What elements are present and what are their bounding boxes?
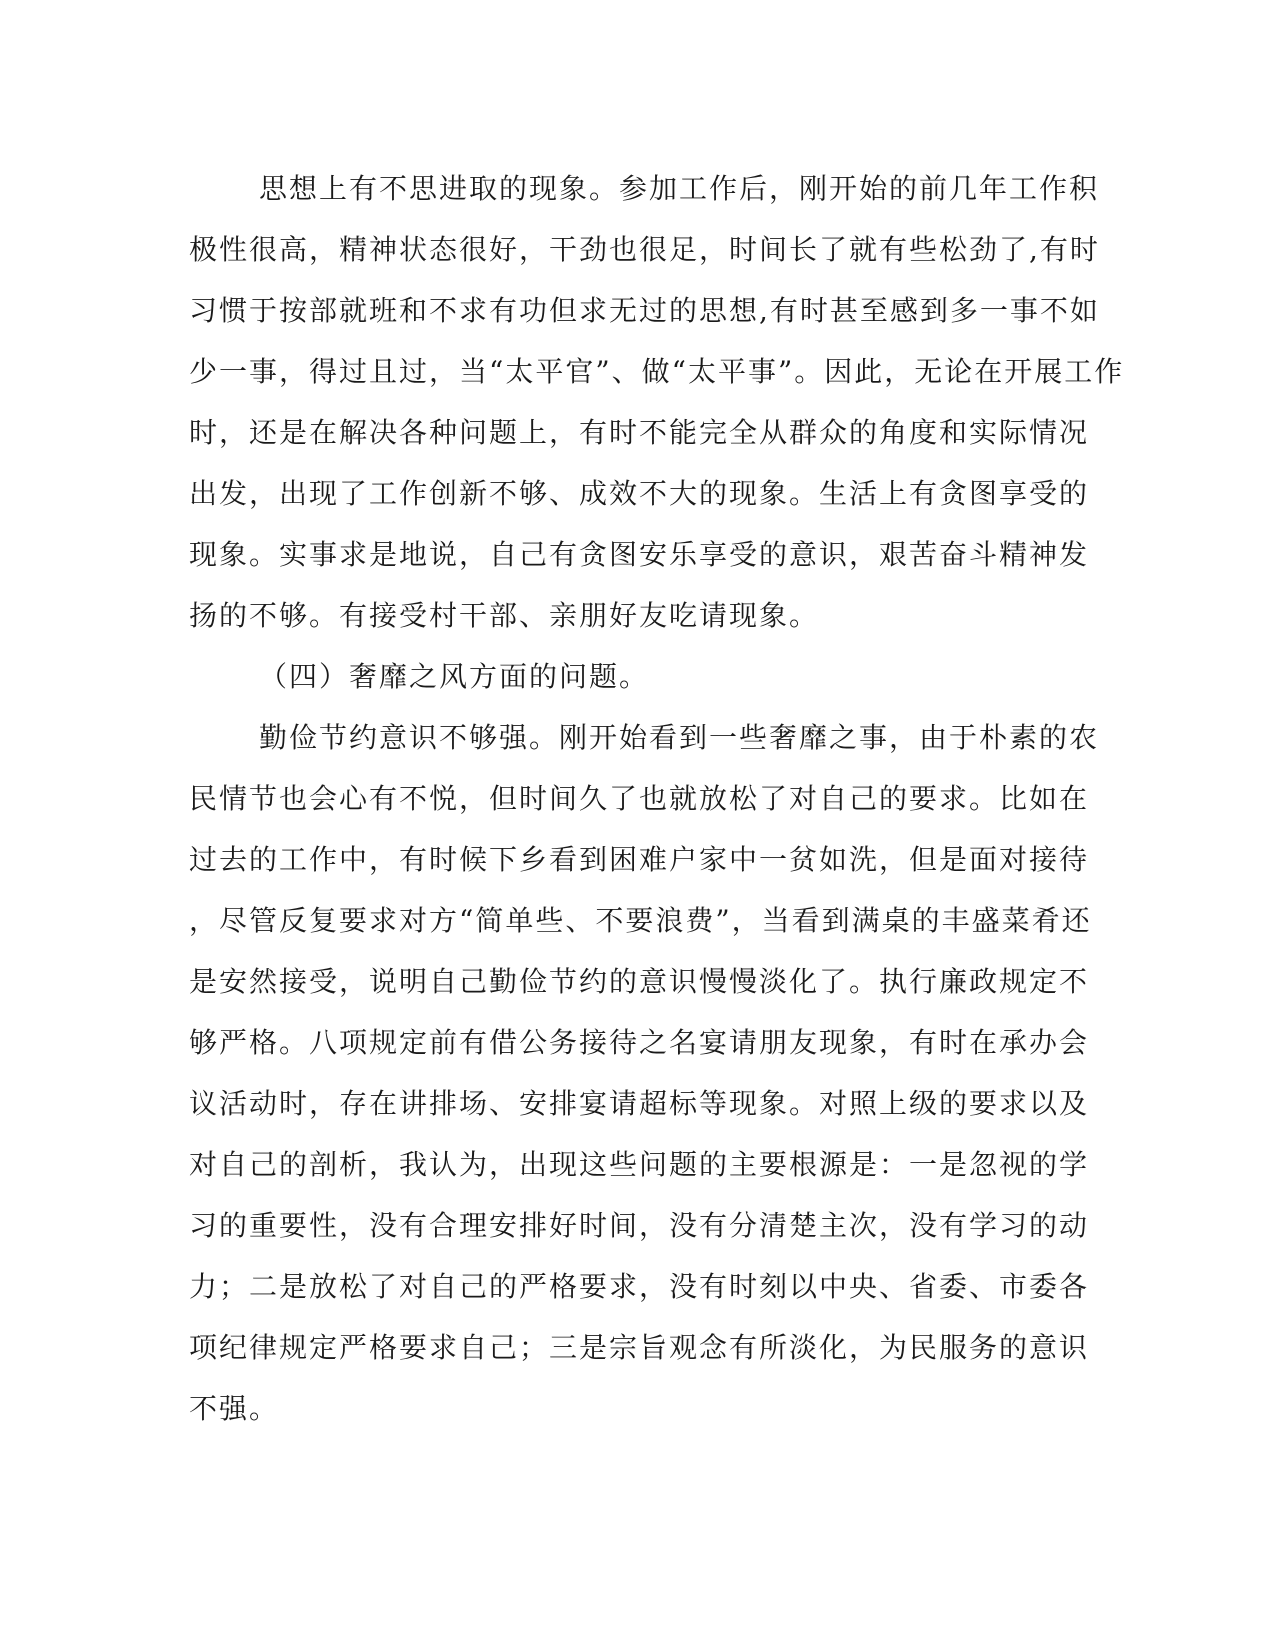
text-line: 不强。 bbox=[189, 1392, 280, 1425]
paragraph-thinking bbox=[189, 158, 1125, 646]
paragraph-frugality bbox=[189, 707, 1100, 1439]
text-line: 议活动时，存在讲排场、安排宴请超标等现象。对照上级的要求以及 bbox=[189, 1087, 1090, 1120]
section-heading bbox=[189, 646, 1069, 707]
text-line: 过去的工作中，有时候下乡看到困难户家中一贫如洗，但是面对接待 bbox=[189, 843, 1090, 876]
text-line: ，尽管反复要求对方“简单些、不要浪费”，当看到满桌的丰盛菜肴还 bbox=[189, 904, 1092, 937]
text-line: 是安然接受，说明自己勤俭节约的意识慢慢淡化了。执行廉政规定不 bbox=[189, 965, 1090, 998]
text-line: 少一事，得过且过，当“太平官”、做“太平事”。因此，无论在开展工作 bbox=[189, 355, 1125, 388]
text-line: 扬的不够。有接受村干部、亲朋好友吃请现象。 bbox=[189, 599, 820, 632]
text-line: 极性很高，精神状态很好，干劲也很足，时间长了就有些松劲了,有时 bbox=[189, 233, 1100, 266]
text-line: 力；二是放松了对自己的严格要求，没有时刻以中央、省委、市委各 bbox=[189, 1270, 1090, 1303]
document-body bbox=[189, 158, 1125, 1439]
section-heading-text: （四）奢靡之风方面的问题。 bbox=[259, 660, 650, 693]
text-line: 习的重要性，没有合理安排好时间，没有分清楚主次，没有学习的动 bbox=[189, 1209, 1090, 1242]
text-line: 习惯于按部就班和不求有功但求无过的思想,有时甚至感到多一事不如 bbox=[189, 294, 1100, 327]
text-line: 思想上有不思进取的现象。参加工作后，刚开始的前几年工作积 bbox=[259, 172, 1100, 205]
text-line: 项纪律规定严格要求自己；三是宗旨观念有所淡化，为民服务的意识 bbox=[189, 1331, 1090, 1364]
text-line: 出发，出现了工作创新不够、成效不大的现象。生活上有贪图享受的 bbox=[189, 477, 1090, 510]
text-line: 现象。实事求是地说，自己有贪图安乐享受的意识，艰苦奋斗精神发 bbox=[189, 538, 1090, 571]
text-line: 对自己的剖析，我认为，出现这些问题的主要根源是：一是忽视的学 bbox=[189, 1148, 1090, 1181]
text-line: 勤俭节约意识不够强。刚开始看到一些奢靡之事，由于朴素的农 bbox=[259, 721, 1100, 754]
text-line: 够严格。八项规定前有借公务接待之名宴请朋友现象，有时在承办会 bbox=[189, 1026, 1090, 1059]
text-line: 时，还是在解决各种问题上，有时不能完全从群众的角度和实际情况 bbox=[189, 416, 1090, 449]
text-line: 民情节也会心有不悦，但时间久了也就放松了对自己的要求。比如在 bbox=[189, 782, 1090, 815]
